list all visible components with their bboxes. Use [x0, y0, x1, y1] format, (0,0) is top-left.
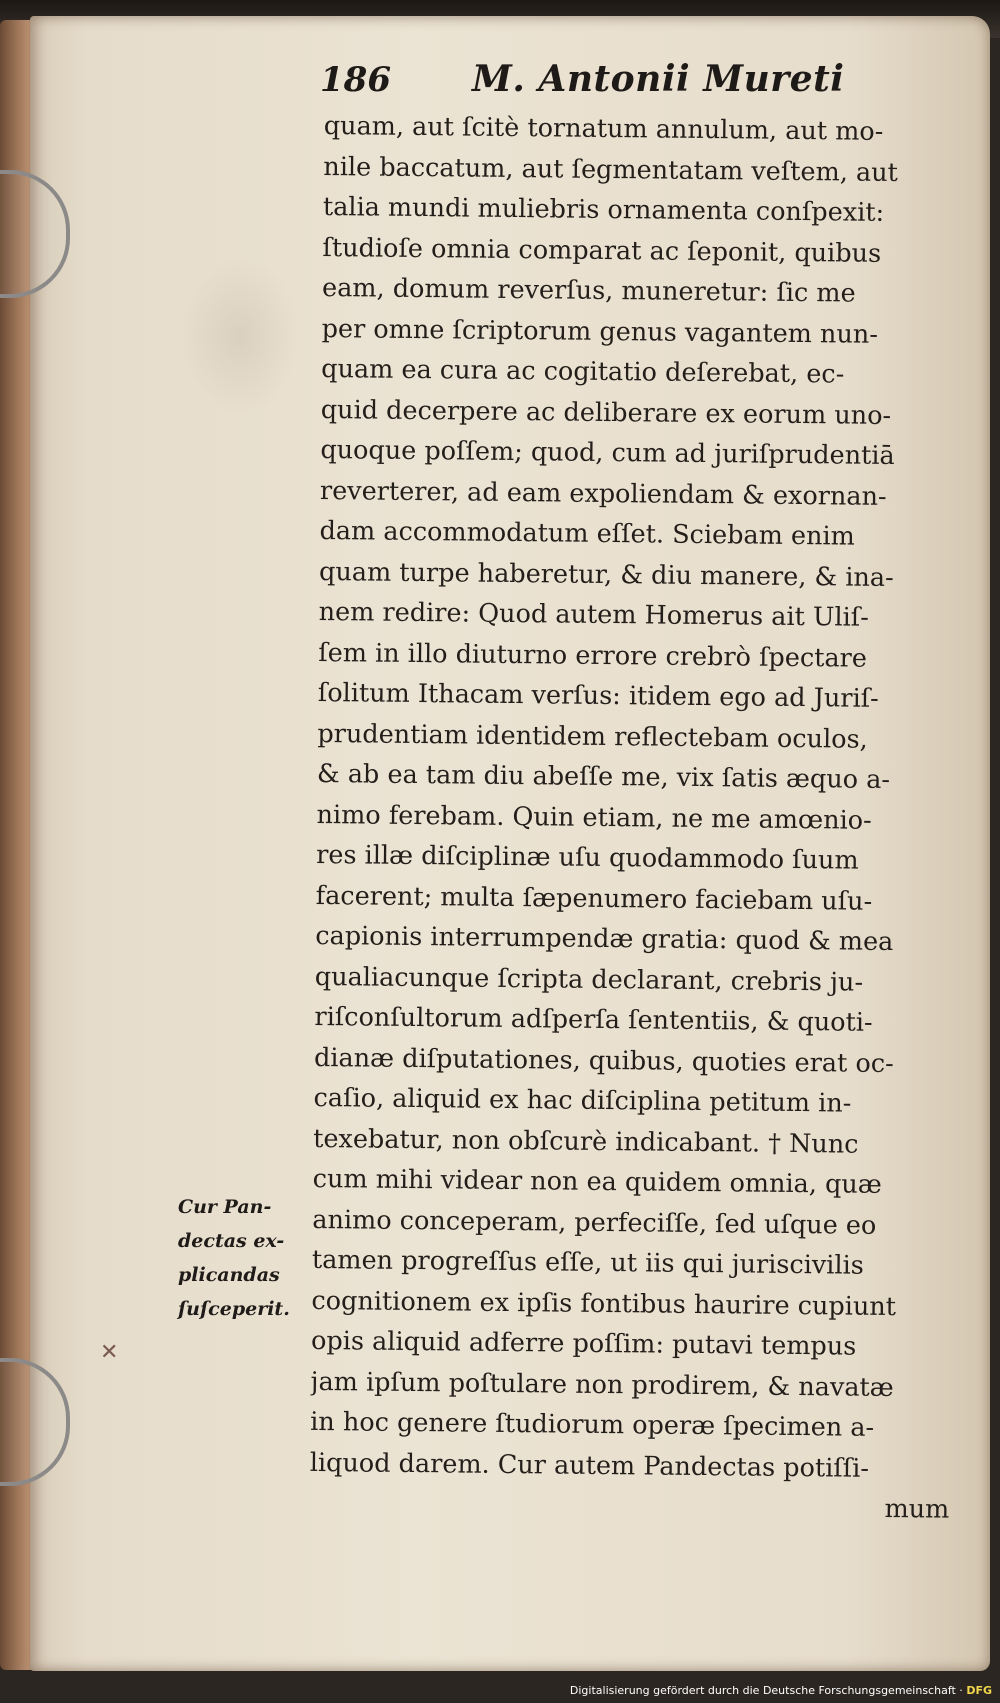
text-line: riſconſultorum adſperſa ſententiis, & quoti-: [314, 1001, 873, 1038]
text-line: caſio, aliquid ex hac diſciplina petitum in-: [313, 1082, 852, 1119]
ink-mark-icon: ✕: [100, 1340, 119, 1365]
text-line: facerent; multa ſæpenumero faciebam uſu-: [315, 880, 873, 917]
page-number: 186: [320, 60, 391, 100]
text-line: prudentiam identidem reflectebam oculos,: [317, 718, 868, 755]
text-line: opis aliquid adferre poſſim: putavi tempus: [310, 1325, 857, 1362]
catchword: mum: [884, 1493, 950, 1525]
text-line: in hoc genere ſtudiorum operæ ſpecimen a-: [310, 1406, 875, 1443]
marginal-note-line: dectas ex-: [178, 1230, 285, 1252]
text-line: animo conceperam, perfeciſſe, ſed uſque eo: [312, 1204, 877, 1241]
text-line: & ab ea tam diu abeſſe me, vix ſatis æquo a-: [316, 758, 891, 795]
text-line: nile baccatum, aut ſegmentatam veſtem, aut: [323, 151, 899, 188]
text-line: quam turpe haberetur, & diu manere, & ina-: [318, 556, 894, 593]
page-stain: [180, 256, 300, 416]
text-line: ſtudioſe omnia comparat ac ſeponit, quibus: [322, 232, 882, 269]
text-line: tamen progreſſus eſſe, ut iis qui juriscivilis: [311, 1244, 864, 1281]
running-title: M. Antonii Mureti: [472, 58, 845, 100]
credit-text: Digitalisierung gefördert durch die Deutsche Forschungsgemeinschaft ·: [569, 1684, 963, 1697]
text-line: quid decerpere ac deliberare ex eorum uno-: [320, 394, 892, 431]
text-line: cognitionem ex ipſis fontibus haurire cupiunt: [311, 1285, 897, 1322]
text-line: dianæ diſputationes, quibus, quoties erat oc-: [313, 1042, 894, 1079]
text-line: nimo ferebam. Quin etiam, ne me amœnio-: [316, 799, 872, 836]
body-text: [309, 106, 970, 1530]
marginal-note-line: ſuſceperit.: [178, 1298, 290, 1320]
digitization-credit: [570, 1684, 992, 1697]
text-line: cum mihi videar non ea quidem omnia, quæ: [312, 1163, 882, 1200]
text-line: nem redire: Quod autem Homerus ait Uliſ-: [318, 596, 869, 633]
page-header: [320, 56, 960, 106]
text-line: liquod darem. Cur autem Pandectas potiſſi-: [309, 1447, 870, 1484]
text-line: dam accommodatum eſſet. Sciebam enim: [319, 515, 855, 552]
text-line: reverterer, ad eam expoliendam & exornan-: [319, 475, 887, 512]
text-line: quoque poſſem; quod, cum ad juriſprudentiā: [320, 434, 895, 471]
marginal-note-line: Cur Pan-: [178, 1196, 272, 1218]
text-line: eam, domum reverſus, muneretur: ſic me: [321, 272, 856, 309]
marginal-note-line: plicandas: [178, 1264, 280, 1286]
text-line: ſolitum Ithacam verſus: itidem ego ad Juriſ-: [317, 677, 879, 714]
dfg-logo: DFG: [966, 1684, 992, 1697]
text-line: per omne ſcriptorum genus vagantem nun-: [321, 313, 879, 350]
marginal-note: [178, 1190, 328, 1326]
text-line: talia mundi muliebris ornamenta conſpexit:: [322, 191, 885, 228]
text-line: quam, aut ſcitè tornatum annulum, aut mo-: [323, 110, 884, 147]
text-line: quam ea cura ac cogitatio deſerebat, ec-: [321, 353, 845, 390]
text-line: qualiacunque ſcripta declarant, crebris ju-: [314, 961, 864, 998]
text-line: res illæ diſciplinæ uſu quodammodo ſuum: [315, 839, 859, 876]
text-line: capionis interrumpendæ gratia: quod & mea: [315, 920, 894, 958]
text-line: jam ipſum poſtulare non prodirem, & navatæ: [310, 1366, 894, 1403]
text-line: ſem in illo diuturno errore crebrò ſpectare: [318, 637, 868, 674]
text-line: texebatur, non obſcurè indicabant. † Nunc: [313, 1123, 859, 1160]
